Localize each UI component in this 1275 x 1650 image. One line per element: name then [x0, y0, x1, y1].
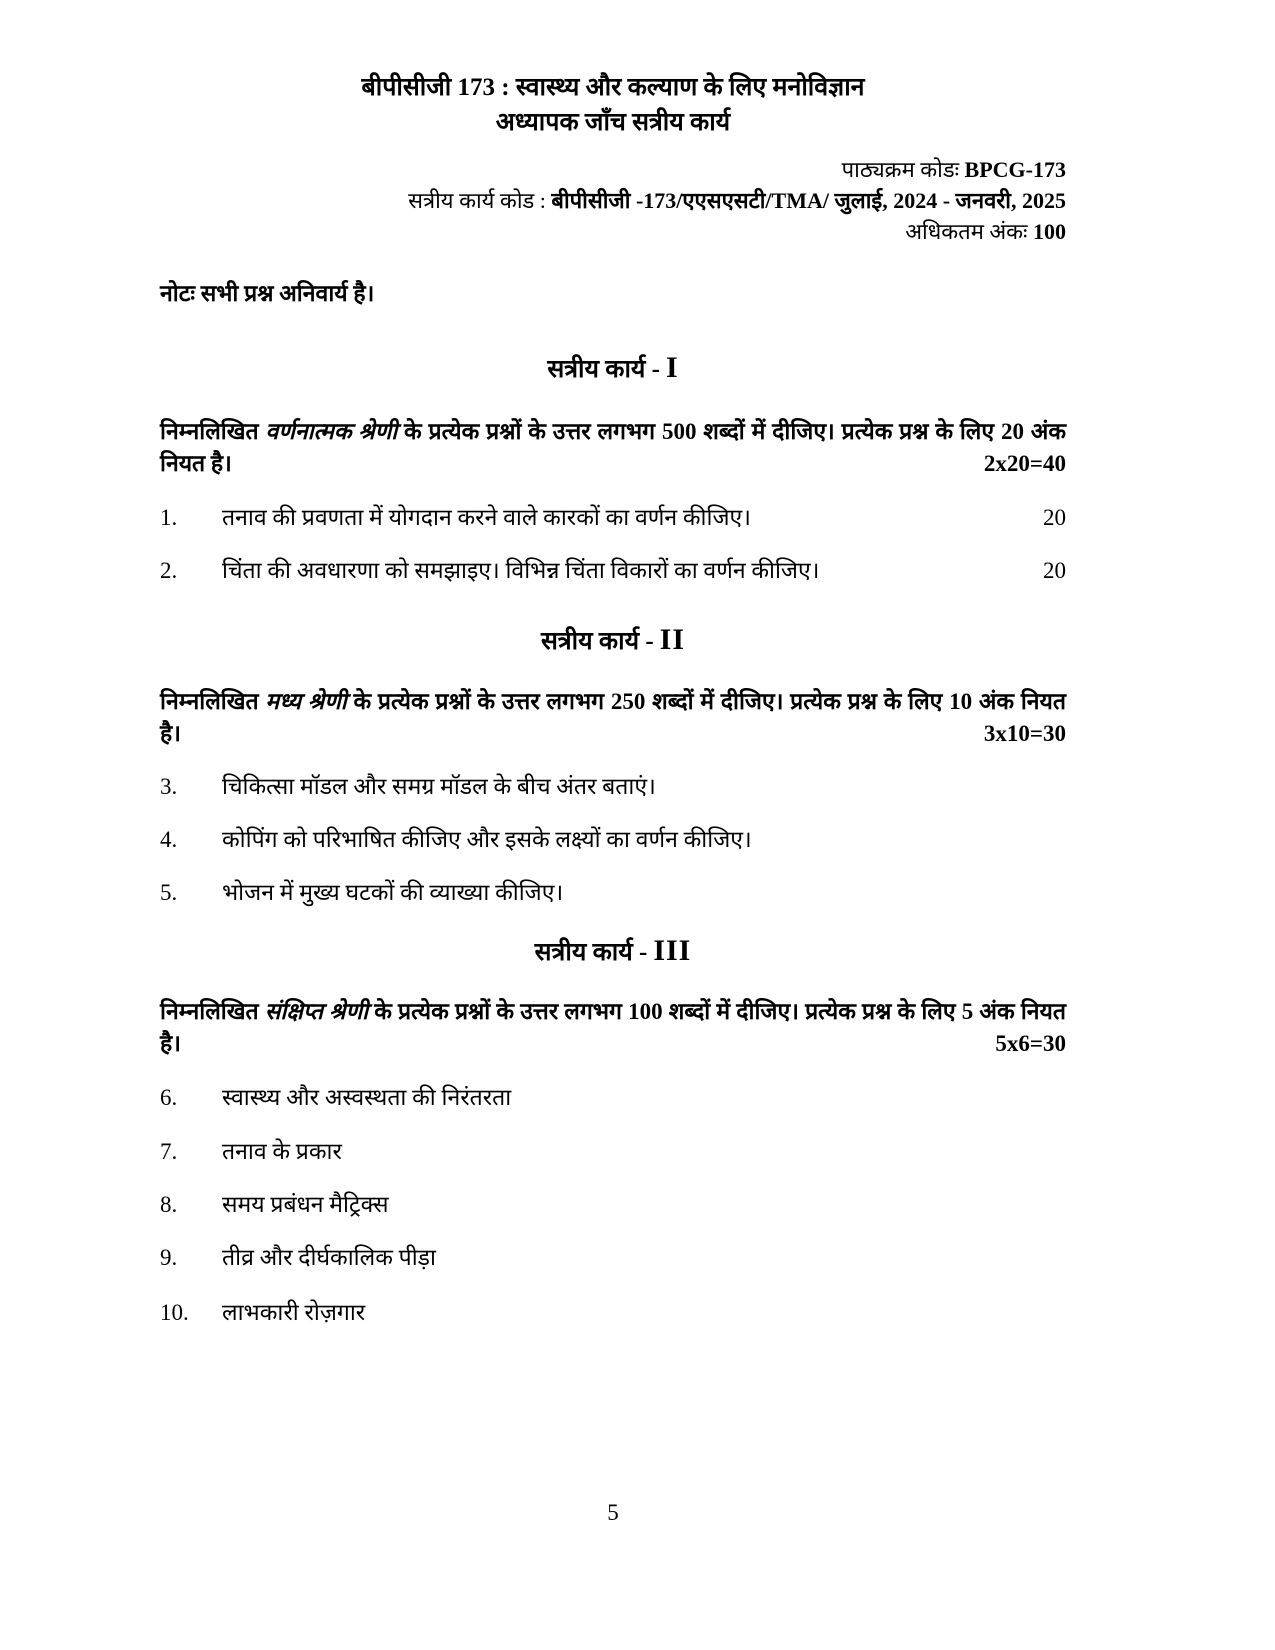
section-2-heading-text: सत्रीय कार्य - [540, 628, 654, 655]
question-8-number: 8. [160, 1192, 178, 1217]
question-2-number: 2. [160, 558, 178, 583]
course-code-value: BPCG-173 [964, 157, 1066, 182]
question-2-text: चिंता की अवधारणा को समझाइए। विभिन्न चिंता विकारों का वर्णन कीजिए। [222, 558, 820, 583]
question-10-text: लाभकारी रोज़गार [222, 1300, 366, 1325]
question-row-10 [160, 1298, 1066, 1328]
question-7-number: 7. [160, 1139, 178, 1164]
section-2-heading-numeral: II [659, 623, 686, 656]
section-2-instruction-prefix: निम्नलिखित [160, 689, 266, 714]
question-1-number: 1. [160, 505, 178, 530]
section-3-marks-formula: 5x6=30 [995, 1031, 1066, 1056]
assignment-code-label: सत्रीय कार्य कोड : [408, 188, 552, 213]
section-3-heading-numeral: III [653, 934, 692, 967]
question-row-4 [160, 825, 1066, 855]
question-row-9 [160, 1243, 1066, 1273]
question-row-5 [160, 878, 1066, 908]
question-4-number: 4. [160, 827, 178, 852]
question-9-number: 9. [160, 1245, 178, 1270]
section-3-instruction-prefix: निम्नलिखित [160, 999, 265, 1024]
question-5-marks [1014, 878, 1066, 908]
section-3-instruction-suffix: के प्रत्येक प्रश्नों के उत्तर लगभग 100 शब्दों में दीजिए। प्रत्येक प्रश्न के लिए 5 अंक नियत है। [160, 999, 1066, 1056]
question-9-text: तीव्र और दीर्घकालिक पीड़ा [222, 1245, 436, 1270]
section-3-instruction-category: संक्षिप्त श्रेणी [264, 999, 369, 1024]
section-1-instruction [160, 416, 1066, 480]
section-3-heading-text: सत्रीय कार्य - [534, 939, 648, 966]
assignment-code-value: बीपीसीजी -173/एएसएसटी/TMA/ जुलाई, 2024 - जनवरी, 2025 [551, 188, 1066, 213]
section-1-instruction-suffix: के प्रत्येक प्रश्नों के उत्तर लगभग 500 शब्दों में दीजिए। प्रत्येक प्रश्न के लिए 20 अंक नियत है। [160, 419, 1067, 476]
question-4-text: कोपिंग को परिभाषित कीजिए और इसके लक्ष्यों का वर्णन कीजिए। [222, 827, 752, 852]
question-7-marks [1014, 1137, 1066, 1167]
question-1-marks: 20 [1043, 505, 1066, 530]
question-row-8 [160, 1190, 1066, 1220]
course-code-line [160, 154, 1066, 185]
section-2-heading [160, 623, 1066, 659]
section-2-instruction-category: मध्य श्रेणी [265, 689, 347, 714]
question-5-text: भोजन में मुख्य घटकों की व्याख्या कीजिए। [222, 880, 564, 905]
title-line-2: अध्यापक जाँच सत्रीय कार्य [495, 109, 731, 136]
max-marks-line [160, 216, 1066, 247]
question-8-marks [1014, 1190, 1066, 1220]
question-row-7 [160, 1137, 1066, 1167]
section-1-instruction-prefix: निम्नलिखित [160, 419, 266, 444]
header-meta [160, 154, 1066, 247]
document-title [160, 0, 1066, 140]
question-2-marks: 20 [1043, 558, 1066, 583]
page-number: 5 [607, 1500, 619, 1525]
question-6-marks [1014, 1083, 1066, 1113]
question-3-number: 3. [160, 774, 178, 799]
title-line-1: बीपीसीजी 173 : स्वास्थ्य और कल्याण के लिए मनोविज्ञान [361, 74, 865, 101]
question-1-text: तनाव की प्रवणता में योगदान करने वाले कारकों का वर्णन कीजिए। [222, 505, 751, 530]
question-row-6 [160, 1083, 1066, 1113]
question-row-2 [160, 556, 1066, 586]
question-4-marks [1014, 825, 1066, 855]
question-6-text: स्वास्थ्य और अस्वस्थता की निरंतरता [222, 1085, 512, 1110]
section-1-heading [160, 351, 1066, 387]
section-1-heading-numeral: I [666, 351, 679, 384]
question-10-number: 10. [160, 1300, 189, 1325]
question-6-number: 6. [160, 1085, 178, 1110]
question-7-text: तनाव के प्रकार [222, 1139, 342, 1164]
question-row-1 [160, 503, 1066, 533]
max-marks-label: अधिकतम अंकः [905, 219, 1033, 244]
question-10-marks [1014, 1298, 1066, 1328]
course-code-label: पाठ्यक्रम कोडः [841, 157, 965, 182]
document-content [160, 0, 1066, 1328]
section-2-marks-formula: 3x10=30 [983, 721, 1066, 746]
section-2-instruction [160, 686, 1066, 750]
section-2-instruction-suffix: के प्रत्येक प्रश्नों के उत्तर लगभग 250 शब्दों में दीजिए। प्रत्येक प्रश्न के लिए 10 अंक नियत है। [160, 689, 1066, 746]
section-1-instruction-category: वर्णनात्मक श्रेणी [265, 419, 398, 444]
section-1-heading-text: सत्रीय कार्य - [547, 356, 660, 383]
question-row-3 [160, 772, 1066, 802]
question-5-number: 5. [160, 880, 178, 905]
question-9-marks [1014, 1243, 1066, 1273]
section-3-heading [160, 934, 1066, 970]
section-1-marks-formula: 2x20=40 [983, 451, 1066, 476]
assignment-code-line [160, 185, 1066, 216]
question-8-text: समय प्रबंधन मैट्रिक्स [222, 1192, 389, 1217]
question-3-text: चिकित्सा मॉडल और समग्र मॉडल के बीच अंतर बताएं। [222, 774, 656, 799]
note-text: नोटः सभी प्रश्न अनिवार्य है। [160, 281, 375, 306]
question-3-marks [1014, 772, 1066, 802]
max-marks-value: 100 [1033, 219, 1066, 244]
section-3-instruction [160, 996, 1066, 1060]
